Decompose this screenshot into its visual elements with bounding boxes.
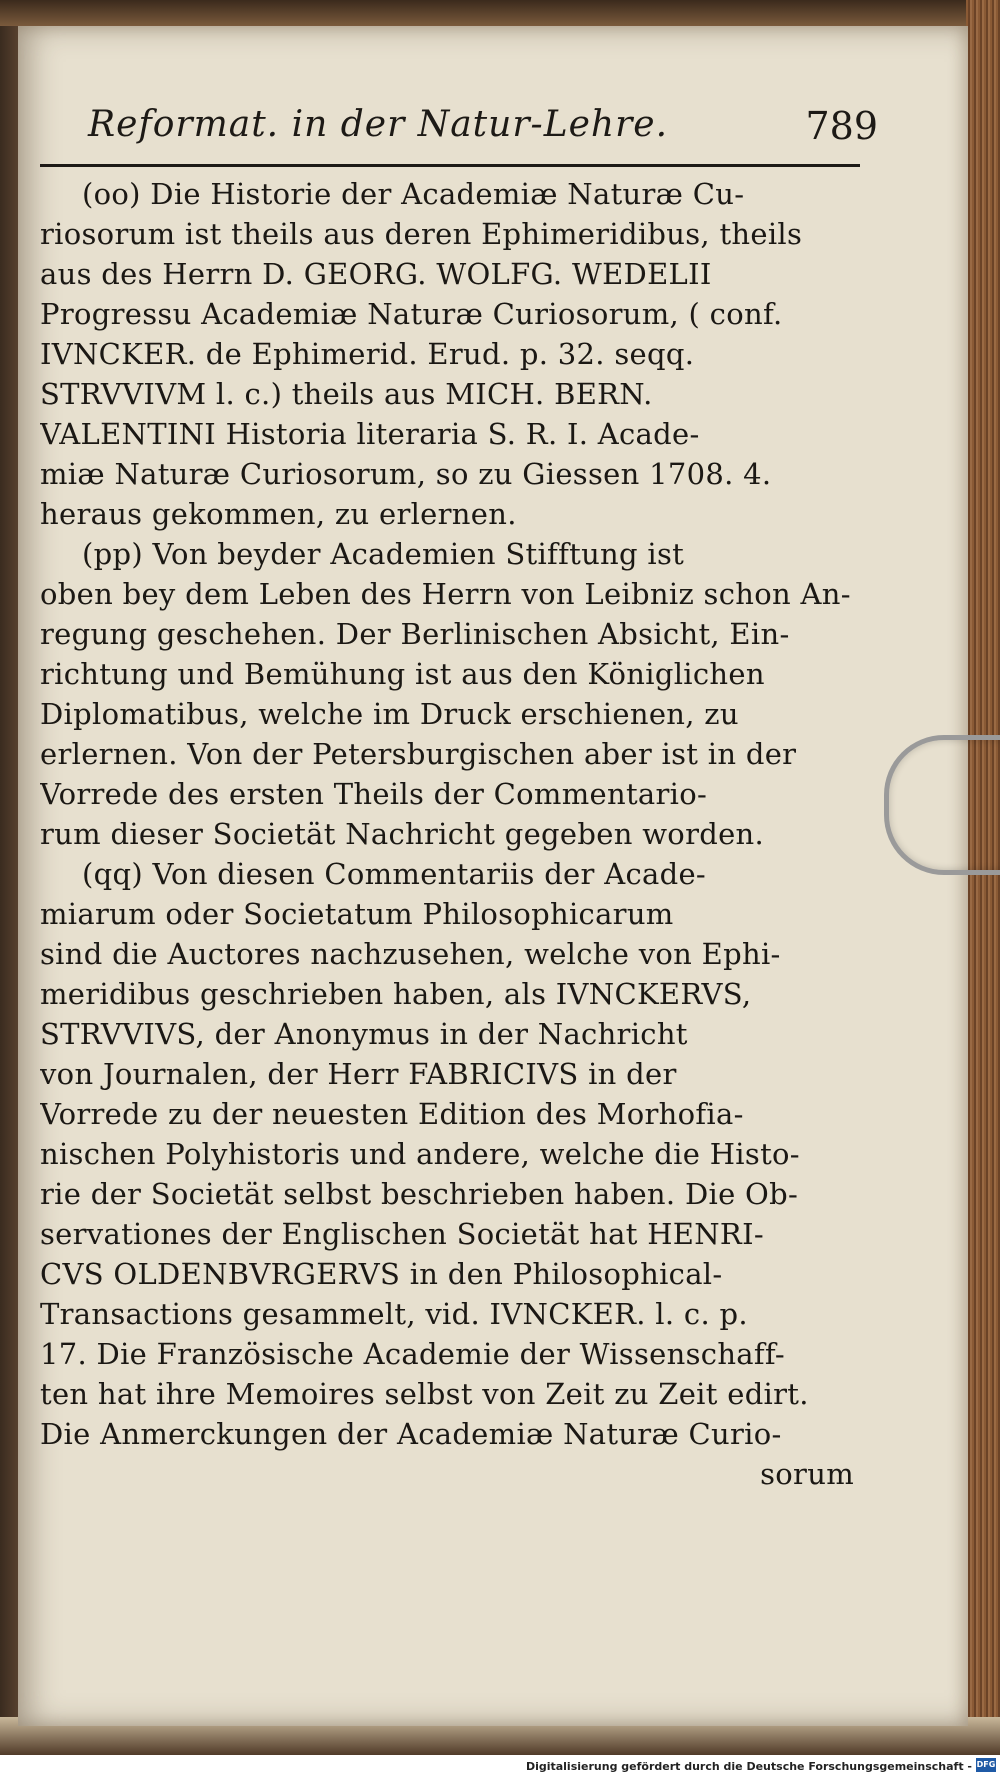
text-line: nischen Polyhistoris und andere, welche die Histo-	[40, 1137, 800, 1171]
text-line: richtung und Bemühung ist aus den Königlichen	[40, 657, 765, 691]
text-line: miarum oder Societatum Philosophicarum	[40, 897, 674, 931]
text-line: heraus gekommen, zu erlernen.	[40, 497, 517, 531]
running-head: Reformat. in der Natur-Lehre.	[88, 104, 669, 145]
text-line: Progressu Academiæ Naturæ Curiosorum, ( conf.	[40, 297, 783, 331]
text-line: riosorum ist theils aus deren Ephimeridibus, theils	[40, 217, 803, 251]
text-line: CVS OLDENBVRGERVS in den Philosophical-	[40, 1257, 723, 1291]
text-line: ten hat ihre Memoires selbst von Zeit zu Zeit edirt.	[40, 1377, 809, 1411]
book-page	[18, 26, 968, 1726]
text-line: STRVVIVS, der Anonymus in der Nachricht	[40, 1017, 688, 1051]
text-line: rum dieser Societät Nachricht gegeben worden.	[40, 817, 765, 851]
text-line: Vorrede zu der neuesten Edition des Morhofia-	[40, 1097, 744, 1131]
digitization-footer	[0, 1755, 1000, 1775]
text-line: oben bey dem Leben des Herrn von Leibniz schon An-	[40, 577, 851, 611]
text-line: Transactions gesammelt, vid. IVNCKER. l. c. p.	[40, 1297, 748, 1331]
catchword: sorum	[760, 1457, 854, 1491]
book-top-edge	[0, 0, 1000, 26]
book-clamp-clip	[884, 735, 1000, 875]
text-line: meridibus geschrieben haben, als IVNCKERVS,	[40, 977, 752, 1011]
text-line: servationes der Englischen Societät hat HENRI-	[40, 1217, 764, 1251]
text-line: Vorrede des ersten Theils der Commentario-	[40, 777, 708, 811]
dfg-logo: DFG	[976, 1758, 996, 1772]
page-header	[78, 104, 878, 164]
text-line: von Journalen, der Herr FABRICIVS in der	[40, 1057, 677, 1091]
header-rule	[40, 164, 860, 167]
funding-credit: Digitalisierung gefördert durch die Deutsche Forschungsgemeinschaft -	[525, 1760, 972, 1773]
page-edges-right	[966, 0, 1000, 1775]
text-line: aus des Herrn D. GEORG. WOLFG. WEDELII	[40, 257, 712, 291]
text-line: (pp) Von beyder Academien Stifftung ist	[82, 537, 685, 571]
text-line: sind die Auctores nachzusehen, welche von Ephi-	[40, 937, 781, 971]
text-line: Diplomatibus, welche im Druck erschienen, zu	[40, 697, 739, 731]
text-line: (qq) Von diesen Commentariis der Acade-	[82, 857, 706, 891]
text-line: (oo) Die Historie der Academiæ Naturæ Cu-	[82, 177, 745, 211]
page-number: 789	[805, 104, 878, 148]
text-line: STRVVIVM l. c.) theils aus MICH. BERN.	[40, 377, 653, 411]
text-line: 17. Die Französische Academie der Wissenschaff-	[40, 1337, 786, 1371]
text-line: Die Anmerckungen der Academiæ Naturæ Curio-	[40, 1417, 782, 1451]
text-line: rie der Societät selbst beschrieben haben. Die Ob-	[40, 1177, 799, 1211]
footnote-text-block	[40, 174, 860, 1494]
text-line: erlernen. Von der Petersburgischen aber ist in der	[40, 737, 797, 771]
text-line: IVNCKER. de Ephimerid. Erud. p. 32. seqq.	[40, 337, 695, 371]
text-line: VALENTINI Historia literaria S. R. I. Acade-	[40, 417, 700, 451]
text-line: regung geschehen. Der Berlinischen Absicht, Ein-	[40, 617, 790, 651]
text-line: miæ Naturæ Curiosorum, so zu Giessen 1708. 4.	[40, 457, 772, 491]
